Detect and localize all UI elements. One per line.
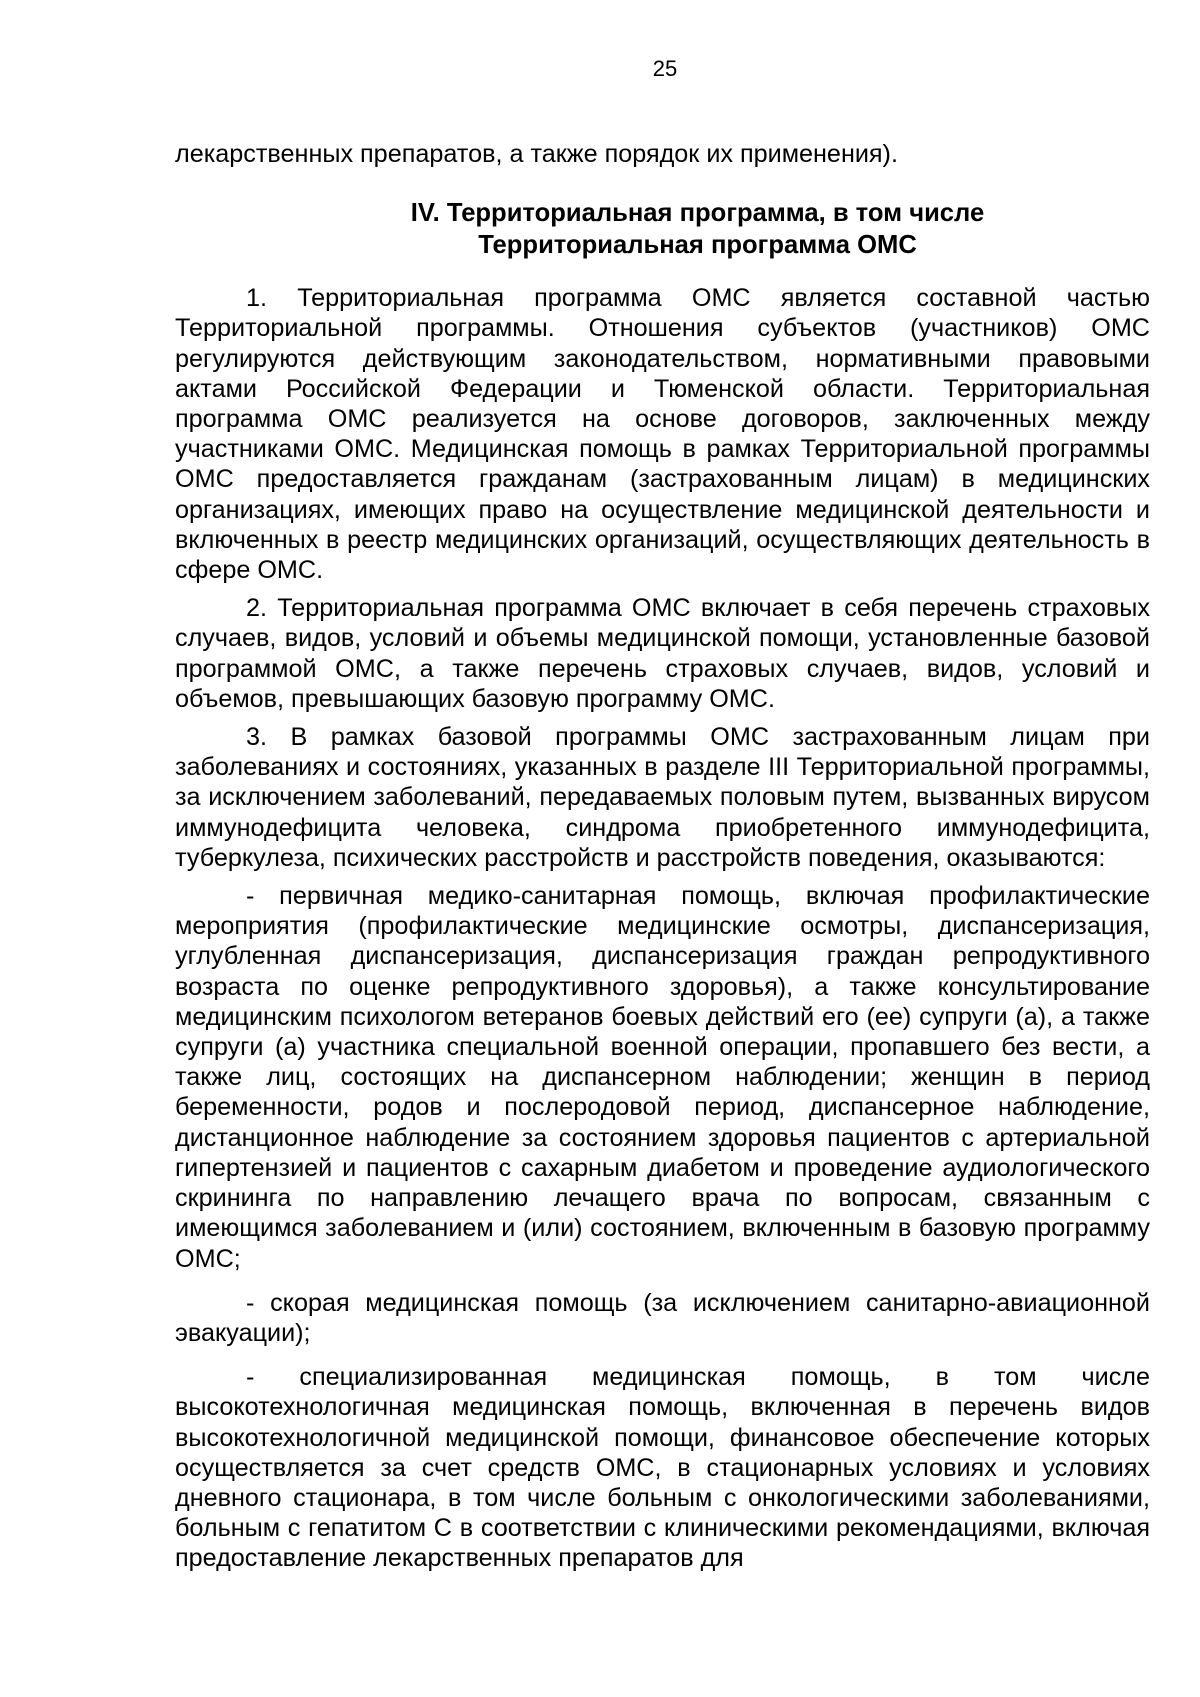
section-heading-line-2: Территориальная программа ОМС — [478, 231, 917, 260]
section-heading-line-1: IV. Территориальная программа, в том числе — [410, 199, 985, 228]
section-heading — [175, 197, 1150, 261]
list-item-specialized-care: - специализированная медицинская помощь, в том числе высокотехнологичная медицинская помощь, включенная в перечень видов высокотехнологичной медицинской помощи, финансовое обеспечение которых осуществляется за счет средств ОМС, в стационарных условиях и условиях дневного стационара, в том числе больным с онкологическими заболеваниями, больным с гепатитом С в соответствии с клиническими рекомендациями, включая предоставление лекарственных препаратов для — [175, 1363, 1150, 1573]
paragraph-3: 3. В рамках базовой программы ОМС застрахованным лицам при заболеваниях и состояниях, указанных в разделе III Территориальной программы, за исключением заболеваний, передаваемых половым путем, вызванных вирусом иммунодефицита человека, синдрома приобретенного иммунодефицита, туберкулеза, психических расстройств и расстройств поведения, оказываются: — [175, 723, 1150, 872]
paragraph-1: 1. Территориальная программа ОМС является составной частью Территориальной программы. Отношения субъектов (участников) ОМС регулируются действующим законодательством, нормативными правовыми актами Российской Федерации и Тюменской области. Территориальная программа ОМС реализуется на основе договоров, заключенных между участниками ОМС. Медицинская помощь в рамках Территориальной программы ОМС предоставляется гражданам (застрахованным лицам) в медицинских организациях, имеющих право на осуществление медицинской деятельности и включенных в реестр медицинских организаций, осуществляющих деятельность в сфере ОМС. — [175, 284, 1150, 585]
list-item-primary-care: - первичная медико-санитарная помощь, включая профилактические мероприятия (профилактические медицинские осмотры, диспансеризация, углубленная диспансеризация, диспансеризация граждан репродуктивного возраста по оценке репродуктивного здоровья), а также консультирование медицинским психологом ветеранов боевых действий его (ее) супруги (а), а также супруги (а) участника специальной военной операции, пропавшего без вести, а также лиц, состоящих на диспансерном наблюдении; женщин в период беременности, родов и послеродовой период, диспансерное наблюдение, дистанционное наблюдение за состоянием здоровья пациентов с артериальной гипертензией и пациентов с сахарным диабетом и проведение аудиологического скрининга по направлению лечащего врача по вопросам, связанным с имеющимся заболеванием и (или) состоянием, включенным в базовую программу ОМС; — [175, 882, 1150, 1273]
paragraph-2: 2. Территориальная программа ОМС включает в себя перечень страховых случаев, видов, условий и объемы медицинской помощи, установленные базовой программой ОМС, а также перечень страховых случаев, видов, условий и объемов, превышающих базовую программу ОМС. — [175, 594, 1150, 713]
continuation-paragraph: лекарственных препаратов, а также порядок их применения). — [175, 140, 898, 168]
page-number: 25 — [652, 56, 678, 81]
document-body — [175, 139, 1150, 1582]
list-item-emergency-care: - скорая медицинская помощь (за исключением санитарно-авиационной эвакуации); — [175, 1288, 1150, 1347]
